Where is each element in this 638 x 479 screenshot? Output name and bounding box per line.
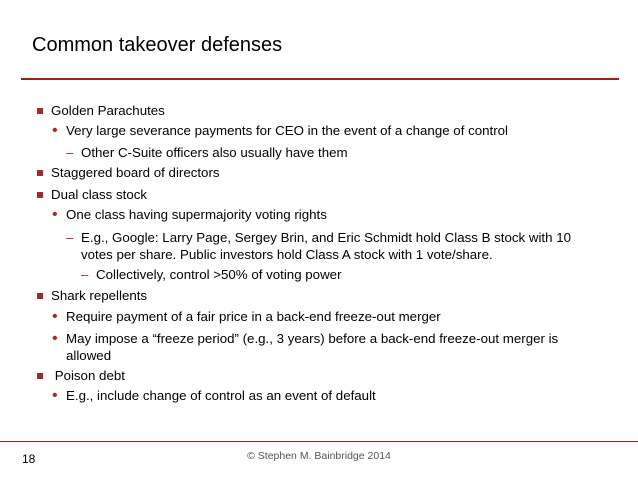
- bullet-text: Require payment of a fair price in a back-end freeze-out merger: [66, 309, 441, 324]
- bullet-text: Golden Parachutes: [51, 103, 165, 118]
- bullet-text: E.g., include change of control as an event of default: [66, 388, 376, 403]
- dot-bullet-icon: •: [52, 387, 58, 404]
- bullet-text: Dual class stock: [51, 187, 148, 202]
- bullet-text: allowed: [66, 348, 112, 363]
- bullet-text: Poison debt: [51, 368, 125, 383]
- bullet-text: E.g., Google: Larry Page, Sergey Brin, and Eric Schmidt hold Class B stock with 10: [81, 230, 571, 245]
- square-bullet-icon: [37, 293, 43, 299]
- dot-bullet-icon: •: [52, 122, 58, 139]
- bullet-text: Very large severance payments for CEO in the event of a change of control: [66, 123, 508, 138]
- dot-bullet-icon: •: [52, 308, 58, 325]
- bullet-text: Staggered board of directors: [51, 165, 220, 180]
- dot-bullet-icon: •: [52, 206, 58, 223]
- page-number: 18: [22, 452, 36, 466]
- title-divider: [21, 78, 619, 80]
- page-title: Common takeover defenses: [32, 34, 283, 56]
- bullet-text: Collectively, control >50% of voting power: [96, 267, 342, 282]
- square-bullet-icon: [37, 192, 43, 198]
- dot-bullet-icon: •: [52, 330, 58, 347]
- dash-bullet-icon: –: [66, 145, 74, 160]
- bullet-text: Shark repellents: [51, 288, 148, 303]
- square-bullet-icon: [37, 108, 43, 114]
- bullet-text: May impose a “freeze period” (e.g., 3 years) before a back-end freeze-out merger is: [66, 331, 559, 346]
- bullet-text: votes per share. Public investors hold Class A stock with 1 vote/share.: [81, 247, 493, 262]
- bullet-text: One class having supermajority voting rights: [66, 207, 327, 222]
- footer-divider: [0, 441, 638, 442]
- dash-bullet-icon: –: [66, 230, 74, 245]
- dash-bullet-icon: –: [81, 267, 89, 282]
- copyright-notice: © Stephen M. Bainbridge 2014: [247, 450, 391, 462]
- bullet-text: Other C-Suite officers also usually have them: [81, 145, 348, 160]
- square-bullet-icon: [37, 170, 43, 176]
- square-bullet-icon: [37, 373, 43, 379]
